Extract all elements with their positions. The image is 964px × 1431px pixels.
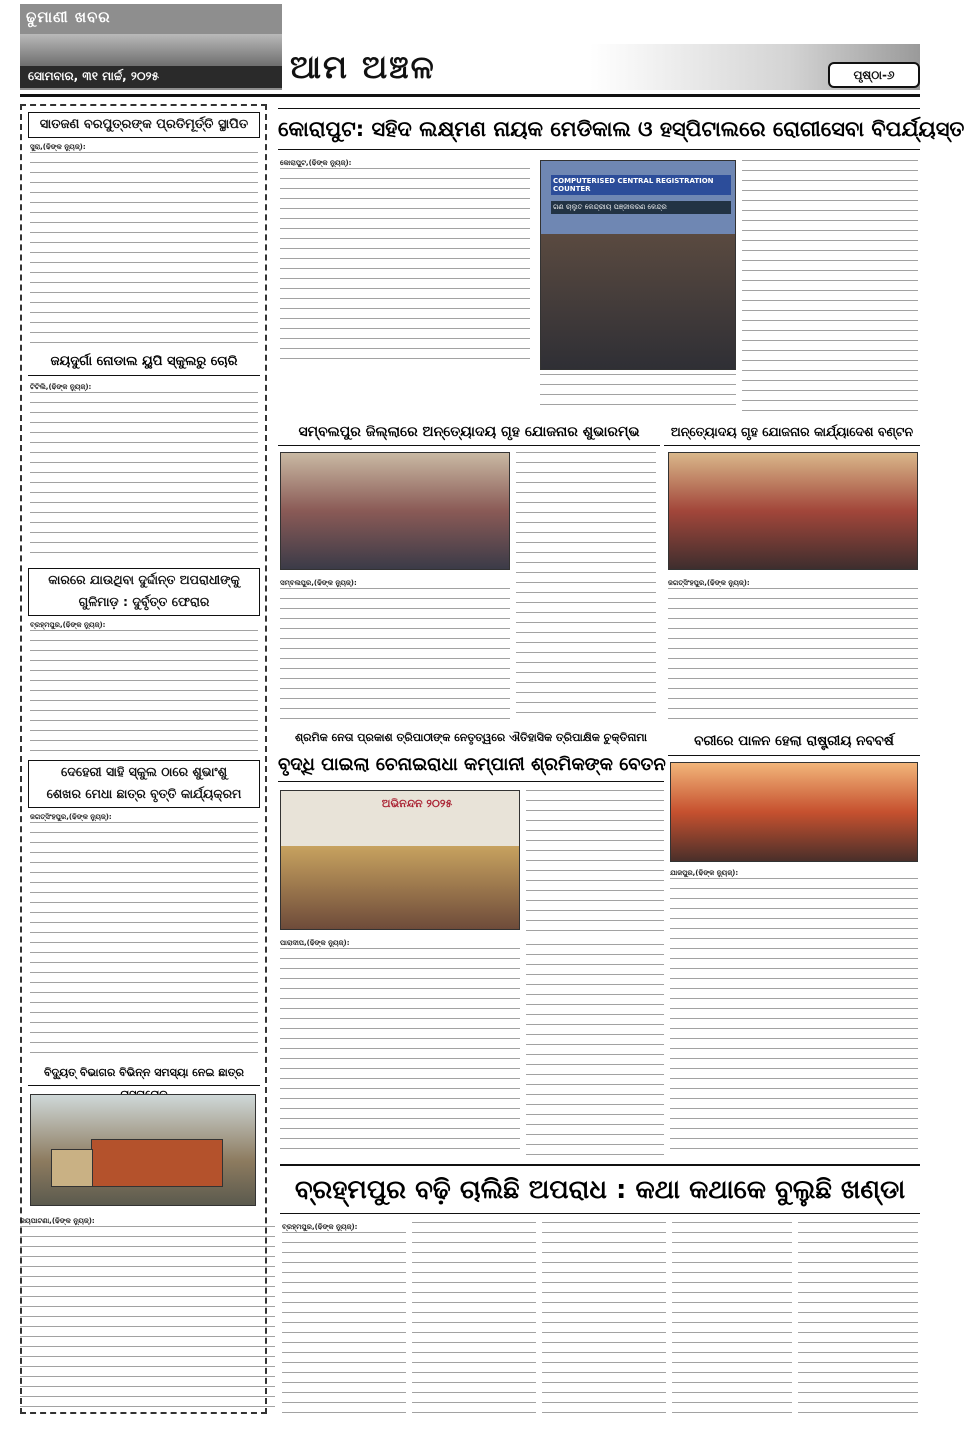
nabavarsha-photo xyxy=(670,762,918,862)
berhampur-body-col2 xyxy=(412,1222,536,1416)
worker-kicker: ଶ୍ରମିକ ନେତା ପ୍ରକାଶ ତ୍ରିପାଠୀଙ୍କ ନେତୃତ୍ୱରେ ଐତିହାସିକ ତ୍ରିପାକ୍ଷିକ ଚୁକ୍ତିନାମା xyxy=(294,731,648,744)
story2-headline: ଜୟଦୁର୍ଗା ନୋଡାଲ ୟୁପି ସ୍କୁଲରୁ ଚୋରି xyxy=(28,354,260,376)
worker-headline: ବୃଦ୍ଧି ପାଇଲା ଚେନାଇରାଧା କମ୍ପାନୀ ଶ୍ରମିକଙ୍କ ବେତନ xyxy=(278,750,664,782)
sambalpur-dateline: ସମ୍ବଲପୁର,(ଢିଙ୍କ ନ୍ୟୁଜ୍): xyxy=(280,579,357,587)
registration-sign-english: COMPUTERISED CENTRAL REGISTRATION COUNTER xyxy=(551,175,731,195)
worker-body-col3 xyxy=(526,944,664,1158)
registration-sign-odia: ଗଣ ଚାଲୁତ କେନ୍ଦ୍ରୀୟ ପଞ୍ଜୀକରଣ କେନ୍ଦ୍ର xyxy=(551,201,731,214)
berhampur-dateline: ବ୍ରହ୍ମପୁର,(ଢିଙ୍କ ନ୍ୟୁଜ୍): xyxy=(282,1223,358,1231)
story1-body xyxy=(30,152,258,348)
nabavarsha-body xyxy=(670,878,918,1158)
koraput-body-col1 xyxy=(280,168,530,368)
worker-dateline: ପାରାଦୀପ,(ଢିଙ୍କ ନ୍ୟୁଜ୍): xyxy=(280,939,350,947)
story1-dateline: ସୁରା,(ଢିଙ୍କ ନ୍ୟୁଜ୍): xyxy=(30,143,86,151)
worker-body-col2 xyxy=(526,790,664,940)
sambalpur-body-col1 xyxy=(280,588,510,722)
nabavarsha-dateline: ଯାଜପୁର,(ଢିଙ୍କ ନ୍ୟୁଜ୍): xyxy=(670,869,739,877)
sambalpur-body-col2 xyxy=(516,452,656,722)
sambalpur-photo xyxy=(280,452,510,570)
antyodaya-body xyxy=(668,588,918,722)
worker-body-col1 xyxy=(280,948,520,1158)
antyodaya-headline: ଅନ୍ତ୍ୟୋଦୟ ଗୃହ ଯୋଜନାର କାର୍ଯ୍ୟାଦେଶ ବଣ୍ଟନ xyxy=(664,420,920,446)
page-number-badge: ପୃଷ୍ଠା-୬ xyxy=(828,62,920,88)
masthead-name: ଢୁମାଣୀ ଖବର xyxy=(26,8,111,26)
masthead-rule xyxy=(20,94,920,97)
bottom-left-dateline: ଜୟପାଟଣା,(ଢିଙ୍କ ନ୍ୟୁଜ୍): xyxy=(20,1217,95,1225)
koraput-headline: କୋରାପୁଟ: ସହିଦ ଲକ୍ଷ୍ମଣ ନାୟକ ମେଡିକାଲ ଓ ହସ୍ପିଟାଲରେ ରୋଗୀସେବା ବିପର୍ଯ୍ୟସ୍ତ xyxy=(278,108,920,150)
berhampur-body-col4 xyxy=(672,1222,792,1416)
koraput-photo-registration-counter xyxy=(540,160,736,370)
story1-headline: ସାତଜଣ ବରପୁତ୍ରଙ୍କ ପ୍ରତିମୂର୍ତ୍ତି ସ୍ଥାପିତ xyxy=(28,112,260,138)
story3-body xyxy=(30,630,258,756)
masthead-logo-block xyxy=(20,4,282,90)
section-title: ଆମ ଅଞ୍ଚଳ xyxy=(290,48,436,86)
berhampur-headline: ବ୍ରହ୍ମପୁର ବଢ଼ି ଚାଲିଛି ଅପରାଧ : କଥା କଥାକେ ବୁଲୁଛି ଖଣ୍ଡା xyxy=(280,1164,920,1214)
masthead-date: ସୋମବାର, ୩୧ ମାର୍ଚ୍ଚ, ୨୦୨୫ xyxy=(20,66,282,88)
worker-photo-banner: ଅଭିନନ୍ଦନ ୨୦୨୫ xyxy=(381,797,453,810)
story2-dateline: ଟିଟିଲି,(ଢିଙ୍କ ନ୍ୟୁଜ୍): xyxy=(30,383,92,391)
story3-dateline: ବ୍ରହ୍ମପୁର,(ଢିଙ୍କ ନ୍ୟୁଜ୍): xyxy=(30,621,106,629)
story4-dateline: ଜଗତ୍ସିଂହପୁର,(ଢିଙ୍କ ନ୍ୟୁଜ୍): xyxy=(30,813,112,821)
masthead-landscape-image xyxy=(20,34,282,68)
story4-headline-line2: ଶେଖର ମେଧା ଛାତ୍ର ବୃତ୍ତି କାର୍ଯ୍ୟକ୍ରମ xyxy=(46,786,242,801)
story5-photo-trucks xyxy=(30,1094,256,1206)
story3-headline-line1: କାରରେ ଯାଉଥିବା ଦୁର୍ଦ୍ଦାନ୍ତ ଅପରାଧୀଙ୍କୁ xyxy=(48,572,240,587)
koraput-dateline: କୋରାପୁଟ,(ଢିଙ୍କ ନ୍ୟୁଜ୍): xyxy=(280,159,352,167)
berhampur-body-col3 xyxy=(542,1222,666,1416)
antyodaya-dateline: ଜଗତ୍ସିଂହପୁର,(ଢିଙ୍କ ନ୍ୟୁଜ୍): xyxy=(668,579,750,587)
koraput-body-col2 xyxy=(540,374,736,414)
story4-body xyxy=(30,822,258,1058)
sambalpur-headline: ସମ୍ବଲପୁର ଜିଲ୍ଲାରେ ଅନ୍ତ୍ୟୋଦୟ ଗୃହ ଯୋଜନାର ଶୁଭାରମ୍ଭ xyxy=(278,420,660,446)
bottom-left-body xyxy=(20,1226,275,1416)
koraput-body-col3 xyxy=(742,160,918,416)
story2-body xyxy=(30,392,258,562)
nabavarsha-headline: ବରୀରେ ପାଳନ ହେଲା ରାଷ୍ଟ୍ରୀୟ ନବବର୍ଷ xyxy=(668,728,920,756)
story4-headline-line1: ଦେହେରୀ ସାହି ସ୍କୁଲ ଠାରେ ଶୁଭାଂଶୁ xyxy=(61,764,227,779)
worker-photo-meeting xyxy=(280,790,520,930)
antyodaya-photo xyxy=(668,452,918,570)
story3-headline xyxy=(28,568,260,616)
story3-headline-line2: ଗୁଳିମାଡ଼ : ଦୁର୍ବୃତ୍ତ ଫେରାର xyxy=(78,594,210,609)
story4-headline xyxy=(28,760,260,808)
berhampur-body-col5 xyxy=(798,1222,918,1416)
berhampur-body-col1 xyxy=(282,1232,406,1416)
story5-headline: ବିଦ୍ୟୁତ୍ ବିଭାଗର ବିଭିନ୍ନ ସମସ୍ୟା ନେଇ ଛାତ୍ର xyxy=(28,1062,260,1086)
